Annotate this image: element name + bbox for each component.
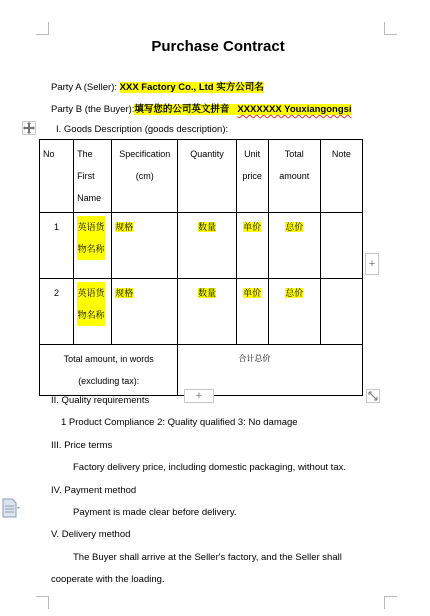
table-move-handle[interactable] [22, 121, 36, 135]
party-a-value: XXX Factory Co., Ltd 实方公司名 [119, 82, 264, 93]
navigation-pane-button[interactable] [2, 498, 20, 518]
row-spec: 规格 [115, 222, 134, 232]
party-b-label: Party B (the Buyer): [51, 104, 135, 115]
document-title: Purchase Contract [151, 38, 285, 55]
plus-icon: + [195, 390, 203, 402]
total-value: 合计总价 [178, 345, 363, 396]
row-spec: 规格 [115, 288, 134, 298]
section-payment-heading: IV. Payment method [51, 485, 137, 496]
header-quantity: Quantity [178, 140, 236, 213]
header-name: The First Name [74, 140, 112, 213]
party-b-line [51, 101, 352, 115]
row-name: 英语货物名称 [77, 282, 105, 326]
row-no: 1 [40, 213, 74, 279]
header-spec: Specification (cm) [112, 140, 178, 213]
row-note [320, 213, 362, 279]
page-corner-top-right [384, 22, 397, 35]
header-no: No [40, 140, 74, 213]
row-note [320, 279, 362, 345]
section-price-heading: III. Price terms [51, 440, 113, 451]
section-quality-heading: II. Quality requirements [51, 395, 150, 406]
section-payment-body: Payment is made clear before delivery. [73, 507, 237, 518]
table-row [40, 213, 363, 279]
row-no: 2 [40, 279, 74, 345]
resize-diagonal-icon [367, 390, 379, 402]
table-resize-handle[interactable] [366, 389, 380, 403]
add-column-button[interactable] [365, 253, 379, 275]
table-total-row [40, 345, 363, 396]
section-delivery-body-1: The Buyer shall arrive at the Seller's factory, and the Seller shall [73, 552, 342, 563]
table-row [40, 279, 363, 345]
row-quantity: 数量 [197, 222, 216, 232]
document-outline-icon [2, 498, 20, 518]
row-total: 总价 [285, 288, 304, 298]
move-icon [23, 122, 35, 134]
header-unit-price: Unit price [236, 140, 268, 213]
page-corner-bottom-right [384, 596, 397, 609]
party-b-value-cn: 填写您的公司英文拼音 [134, 104, 230, 115]
header-total: Total amount [268, 140, 320, 213]
section-price-body: Factory delivery price, including domestic packaging, without tax. [73, 462, 346, 473]
goods-table [39, 139, 363, 396]
row-total: 总价 [285, 222, 304, 232]
row-quantity: 数量 [197, 288, 216, 298]
section-delivery-body-2: cooperate with the loading. [51, 574, 165, 585]
section-quality-body: 1 Product Compliance 2: Quality qualified 3: No damage [61, 417, 298, 428]
table-header-row [40, 140, 363, 213]
party-a-label: Party A (Seller): [51, 82, 120, 93]
row-name: 英语货物名称 [77, 216, 105, 260]
section-delivery-heading: V. Delivery method [51, 529, 131, 540]
section-goods-heading: I. Goods Description (goods description): [56, 124, 229, 135]
party-a-line [51, 79, 264, 93]
page-corner-top-left [36, 22, 49, 35]
total-label: Total amount, in words (excluding tax): [40, 345, 178, 396]
add-row-button[interactable] [184, 389, 214, 403]
page-corner-bottom-left [36, 596, 49, 609]
plus-icon: + [368, 258, 376, 270]
party-b-value-en: XXXXXXX Youxiangongsi [237, 104, 352, 115]
row-unit-price: 单价 [243, 288, 262, 298]
row-unit-price: 单价 [243, 222, 262, 232]
header-note: Note [320, 140, 362, 213]
